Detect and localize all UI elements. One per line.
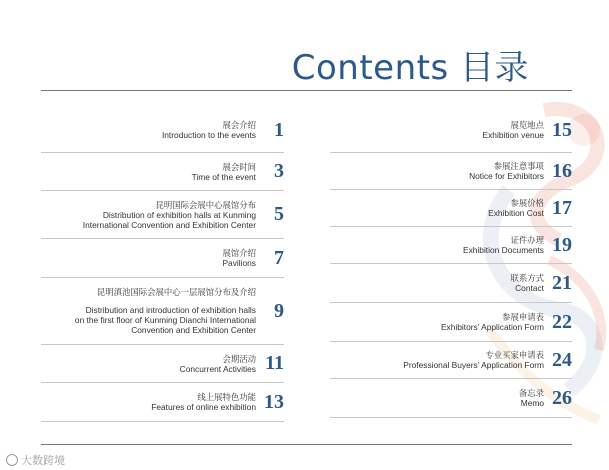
entry-title-en: Concurrent Activities: [179, 363, 256, 374]
entry-title-zh: 联系方式: [510, 273, 544, 283]
page-number: 3: [274, 160, 284, 182]
contents-column-left: [41, 108, 284, 422]
toc-entry[interactable]: [41, 108, 284, 153]
toc-entry[interactable]: [330, 190, 572, 227]
entry-title-zh: 展会时间: [222, 161, 256, 172]
entry-title-en: Introduction to the events: [161, 130, 256, 140]
page-number: 16: [552, 159, 572, 182]
entry-title-en: Memo: [520, 398, 544, 408]
page-number: 19: [552, 233, 572, 256]
title-divider: [41, 90, 572, 91]
entry-title-en: Pavilions: [222, 258, 256, 268]
entry-title-en: on the first floor of Kunming Dianchi International: [74, 315, 256, 325]
watermark: [6, 452, 65, 468]
page-number: 5: [274, 203, 284, 225]
page-number: 17: [552, 196, 572, 219]
entry-title-en: Time of the event: [191, 171, 256, 182]
page-number: 26: [552, 386, 572, 409]
entry-title-en: Contact: [515, 283, 544, 293]
page-number: 11: [265, 352, 284, 374]
entry-title-zh: 备忘录: [518, 388, 544, 398]
entry-title-en: Exhibitors’ Application Form: [440, 322, 544, 332]
toc-entry[interactable]: [41, 239, 284, 278]
toc-entry[interactable]: [41, 345, 284, 383]
entry-title-en: Distribution of exhibition halls at Kunming: [102, 209, 256, 220]
entry-title-zh: 线上展特色功能: [197, 392, 256, 402]
toc-entry[interactable]: [41, 278, 284, 345]
page-number: 22: [552, 310, 572, 333]
toc-entry[interactable]: [330, 227, 572, 264]
footer-divider: [41, 444, 572, 445]
entry-title-en: Professional Buyers’ Application Form: [403, 360, 544, 370]
entry-spacer: [75, 297, 256, 305]
page-number: 15: [552, 118, 572, 141]
page-number: 1: [274, 118, 284, 141]
page-title: Contents 目录: [291, 48, 529, 88]
page-number: 9: [274, 299, 284, 322]
entry-title-en: Exhibition Cost: [488, 208, 544, 218]
page-number: 7: [274, 246, 284, 269]
entry-title-en: Exhibition Documents: [463, 245, 544, 255]
watermark-text: 大数跨境: [21, 455, 65, 467]
entry-title-zh: 昆明滇池国际会展中心一层展馆分布及介绍: [96, 287, 256, 297]
contents-column-right: [330, 108, 572, 418]
toc-entry[interactable]: [330, 264, 572, 303]
toc-entry[interactable]: [330, 108, 572, 153]
toc-entry[interactable]: [41, 383, 284, 422]
page-number: 13: [264, 390, 284, 413]
toc-entry[interactable]: [330, 379, 572, 418]
entry-title-en: Distribution and introduction of exhibition halls: [85, 305, 256, 315]
entry-title-en: Notice for Exhibitors: [469, 171, 544, 181]
toc-entry[interactable]: [41, 153, 284, 191]
page-number: 21: [552, 271, 572, 294]
entry-title-zh: 展览地点: [510, 120, 544, 130]
toc-entry[interactable]: [330, 342, 572, 379]
entry-title-en: Features of online exhibition: [151, 402, 256, 412]
page-number: 24: [552, 348, 572, 371]
entry-title-zh: 昆明国际会展中心展馆分布: [155, 199, 256, 210]
entry-title-zh: 展馆介绍: [222, 248, 256, 258]
toc-entry[interactable]: [330, 303, 572, 342]
toc-entry[interactable]: [330, 153, 572, 190]
entry-title-zh: 参展注意事项: [493, 161, 544, 171]
entry-title-zh: 展会介绍: [222, 120, 256, 130]
watermark-logo-icon: [6, 454, 18, 466]
entry-title-zh: 专业买家申请表: [485, 350, 544, 360]
entry-title-zh: 会期活动: [222, 353, 256, 364]
entry-title-en: Exhibition venue: [482, 130, 544, 140]
entry-title-en: Convention and Exhibition Center: [131, 325, 256, 335]
entry-title-zh: 证件办理: [510, 235, 544, 245]
entry-title-en: International Convention and Exhibition Center: [82, 219, 256, 230]
toc-entry[interactable]: [41, 191, 284, 239]
entry-title-zh: 参展价格: [510, 198, 544, 208]
entry-title-zh: 参展申请表: [502, 312, 544, 322]
